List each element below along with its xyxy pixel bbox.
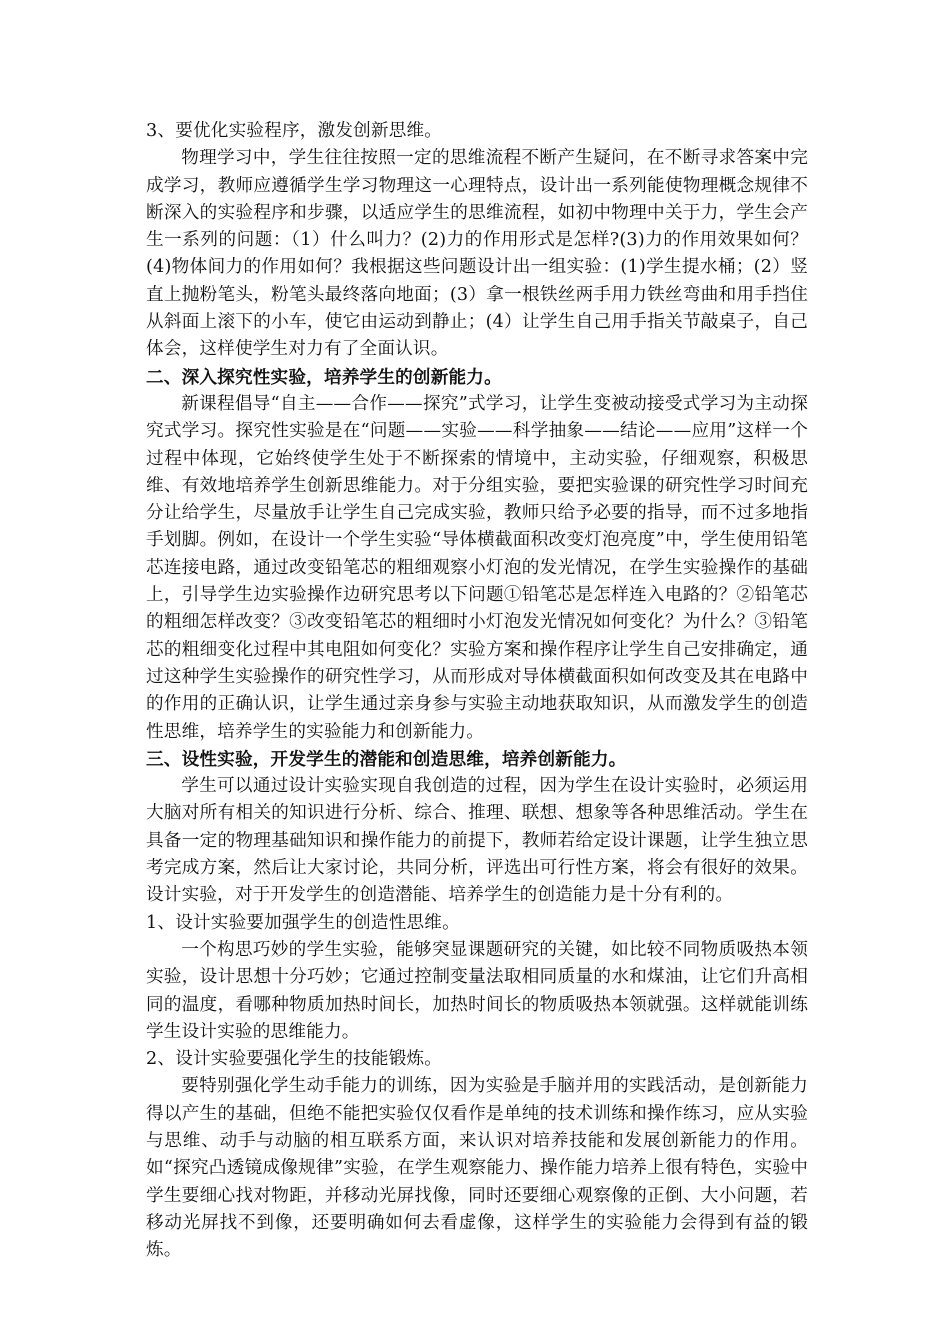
paragraph-force-experiments: 物理学习中，学生往往按照一定的思维流程不断产生疑问，在不断寻求答案中完成学习，教师应遵循学生学习物理这一心理特点，设计出一系列能使物理概念规律不断深入的实验程序和步骤，以适应学生的思维流程，如初中物理中关于力，学生会产生一系列的问题：（1）什么叫力？(2)力的作用形式是怎样?(3)力的作用效果如何？(4)物体间力的作用如何？我根据这些问题设计出一组实验：(1)学生提水桶；(2）竖直上抛粉笔头，粉笔头最终落向地面；(3）拿一根铁丝两手用力铁丝弯曲和用手挡住从斜面上滚下的小车，使它由运动到静止；(4）让学生自己用手指关节敲桌子，自己体会，这样使学生对力有了全面认识。 bbox=[146, 148, 808, 360]
section-heading-design-experiments: 三、设性实验，开发学生的潜能和创造思维，培养创新能力。 bbox=[146, 748, 627, 770]
section-heading-inquiry-experiments: 二、深入探究性实验，培养学生的创新能力。 bbox=[146, 366, 502, 388]
paragraph-convex-lens: 要特别强化学生动手能力的训练，因为实验是手脑并用的实践活动，是创新能力得以产生的基础，但绝不能把实验仅仅看作是单纯的技术训练和操作练习，应从实验与思维、动手与动脑的相互联系方面，来认识对培养技能和发展创新能力的作用。如“探究凸透镜成像规律”实验，在学生观察能力、操作能力培养上很有特色，实验中学生要细心找对物距，并移动光屏找像，同时还要细心观察像的正倒、大小问题，若移动光屏找不到像，还要明确如何去看虚像，这样学生的实验能力会得到有益的锻炼。 bbox=[146, 1076, 808, 1261]
paragraph-design-experiments: 学生可以通过设计实验实现自我创造的过程，因为学生在设计实验时，必须运用大脑对所有相关的知识进行分析、综合、推理、联想、想象等各种思维活动。学生在具备一定的物理基础知识和操作能力的前提下，教师若给定设计课题，让学生独立思考完成方案，然后让大家讨论，共同分析，评选出可行性方案，将会有很好的效果。设计实验，对于开发学生的创造潜能、培养学生的创造能力是十分有利的。 bbox=[146, 776, 808, 906]
document-body bbox=[146, 118, 808, 1264]
paragraph-heat-absorption: 一个构思巧妙的学生实验，能够突显课题研究的关键，如比较不同物质吸热本领实验，设计思想十分巧妙；它通过控制变量法取相同质量的水和煤油，让它们升高相同的温度，看哪种物质加热时间长，加热时间长的物质吸热本领就强。这样就能训练学生设计实验的思维能力。 bbox=[146, 939, 808, 1042]
paragraph-inquiry-experiments: 新课程倡导“自主——合作——探究”式学习，让学生变被动接受式学习为主动探究式学习。探究性实验是在“问题——实验——科学抽象——结论——应用”这样一个过程中体现，它始终使学生处于不断探索的情境中，主动实验，仔细观察，积极思维、有效地培养学生创新思维能力。对于分组实验，要把实验课的研究性学习时间充分让给学生，尽量放手让学生自己完成实验，教师只给予必要的指导，而不过多地指手划脚。例如，在设计一个学生实验“导体横截面积改变灯泡亮度”中，学生使用铅笔芯连接电路，通过改变铅笔芯的粗细观察小灯泡的发光情况，在学生实验操作的基础上，引导学生边实验操作边研究思考以下问题①铅笔芯是怎样连入电路的？②铅笔芯的粗细怎样改变？③改变铅笔芯的粗细时小灯泡发光情况如何变化？为什么？③铅笔芯的粗细变化过程中其电阻如何变化？实验方案和操作程序让学生自己安排确定，通过这种学生实验操作的研究性学习，从而形成对导体横截面积如何改变及其在电路中的作用的正确认识，让学生通过亲身参与实验主动地获取知识，从而激发学生的创造性思维，培养学生的实验能力和创新能力。 bbox=[146, 393, 808, 742]
subheading-creative-thinking: 1、设计实验要加强学生的创造性思维。 bbox=[146, 912, 460, 933]
subheading-skill-training: 2、设计实验要强化学生的技能锻炼。 bbox=[146, 1049, 443, 1070]
subheading-optimize-procedure: 3、要优化实验程序，激发创新思维。 bbox=[146, 121, 443, 141]
